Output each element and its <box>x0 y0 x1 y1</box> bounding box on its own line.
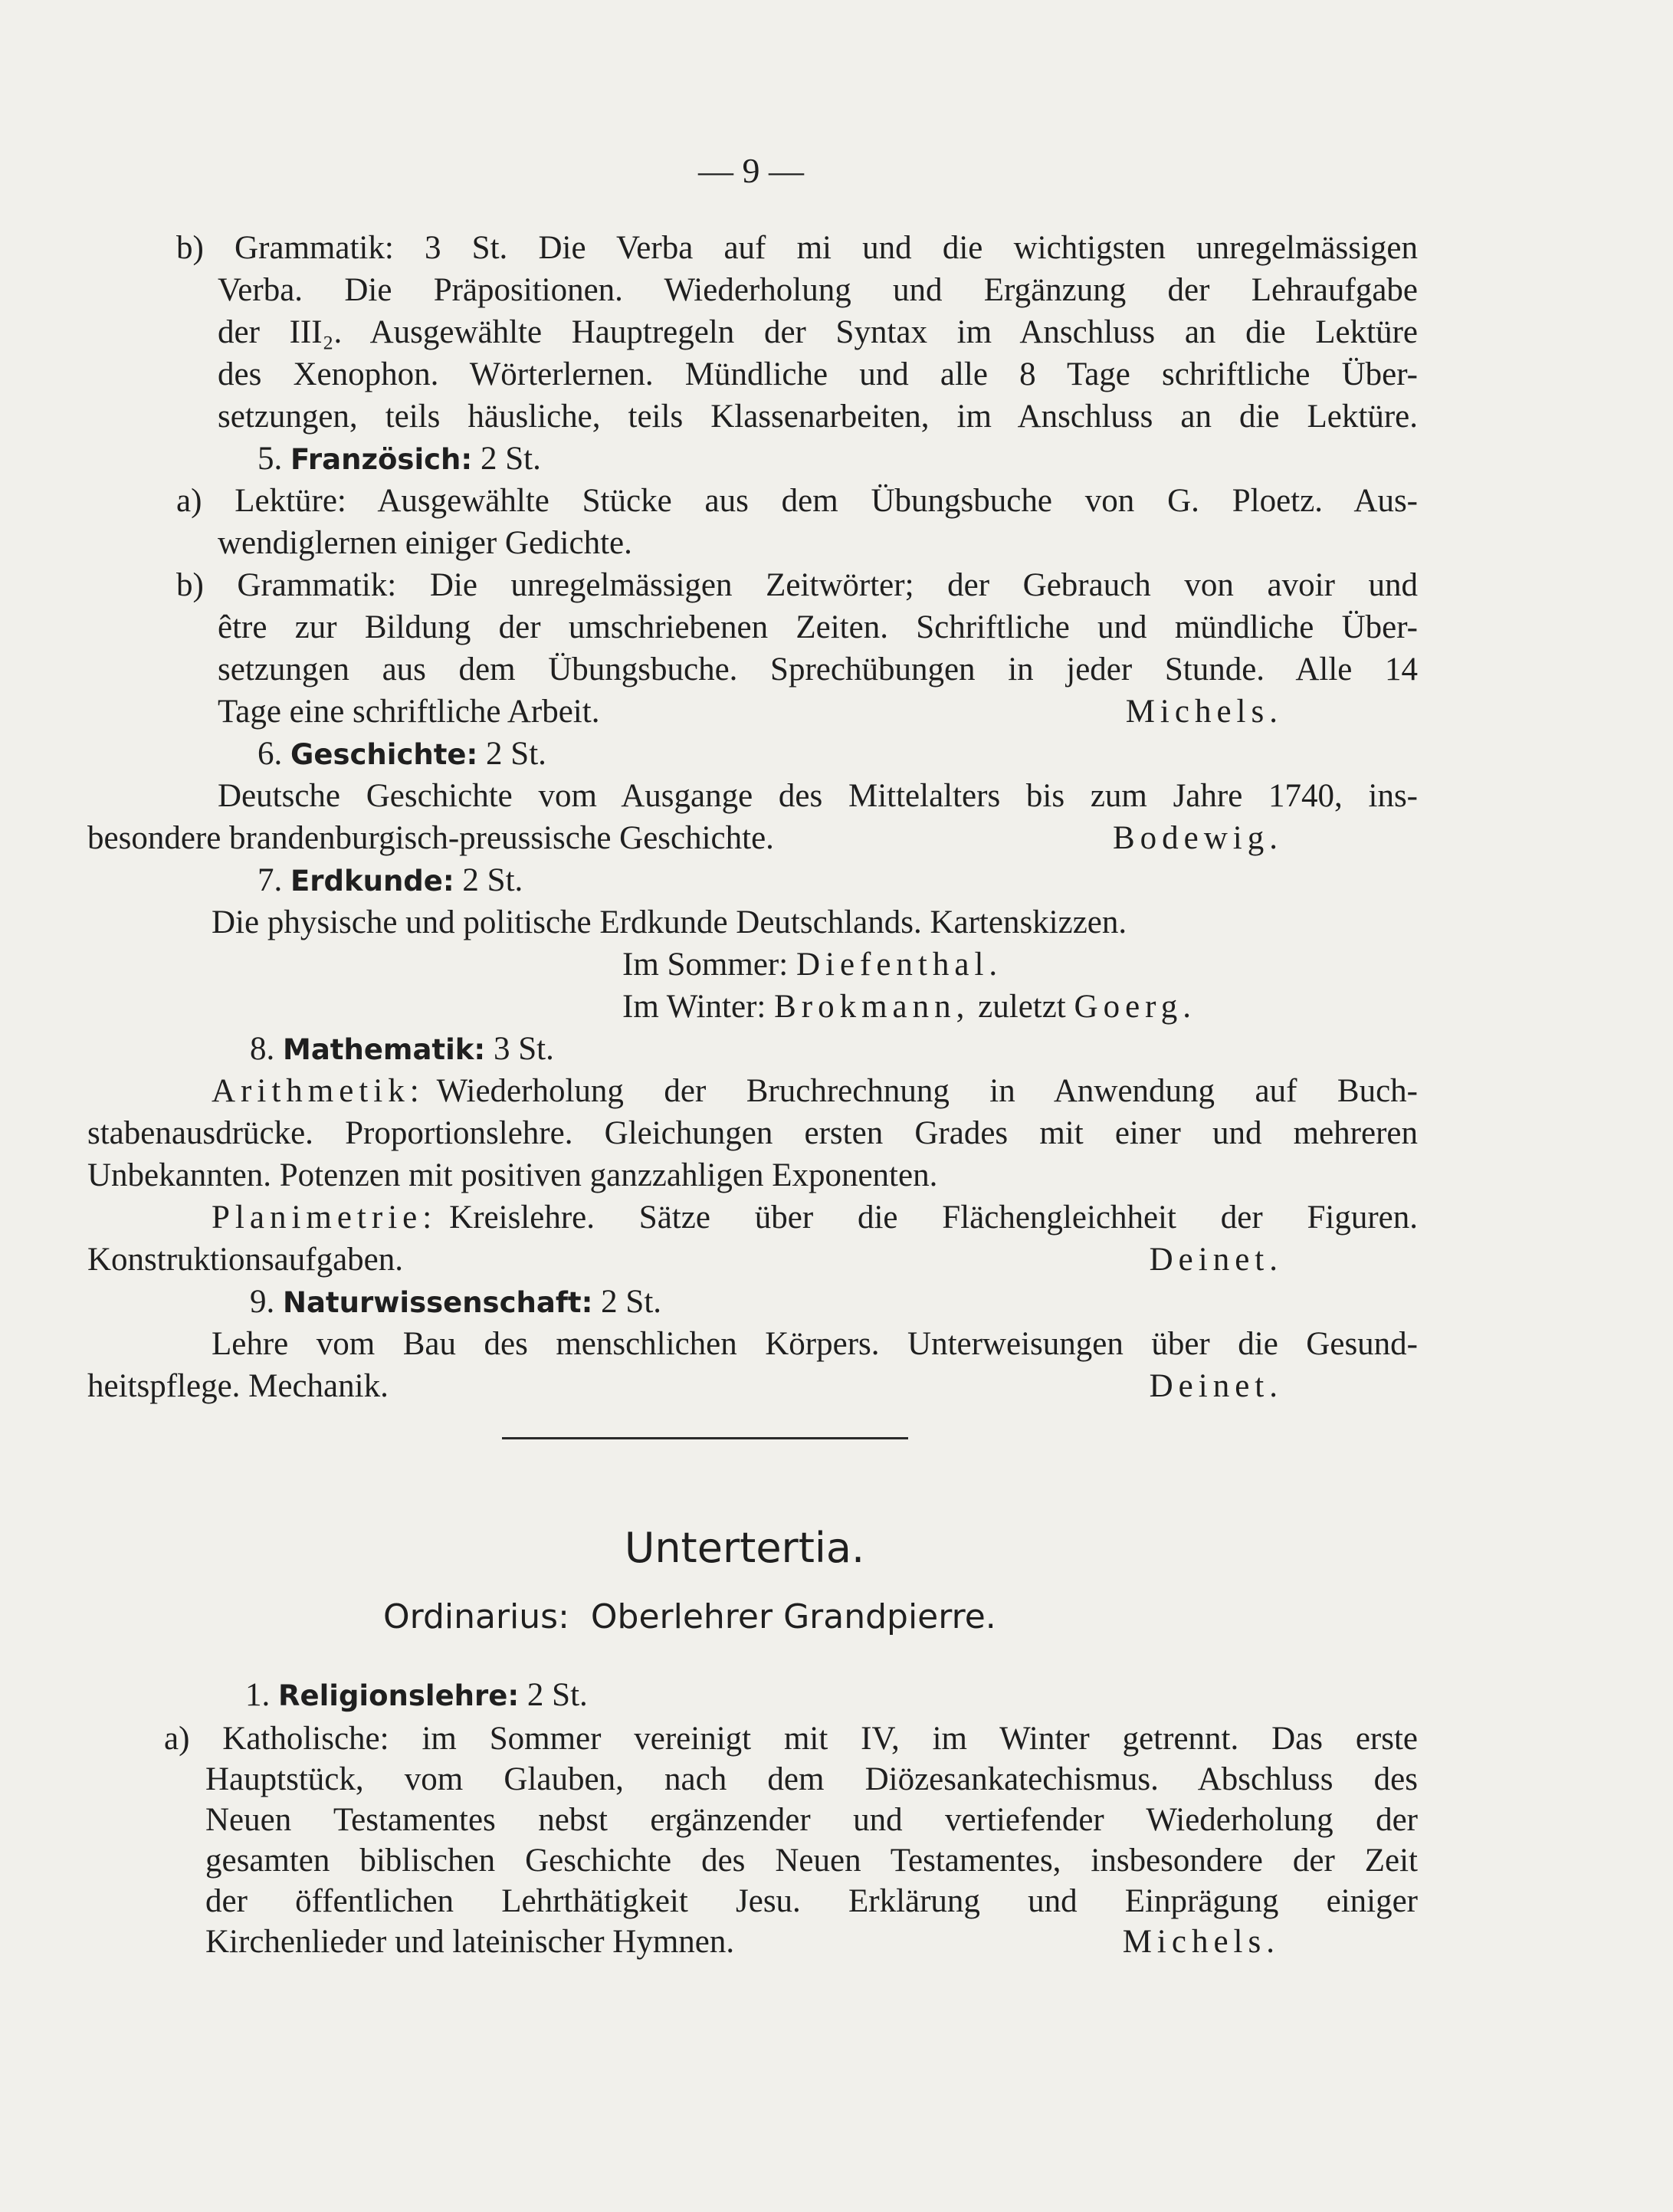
text-line: a) Lektüre: Ausgewählte Stücke aus dem Übungsbuche von G. Ploetz. Aus- <box>176 483 1418 519</box>
page-number: — 9 — <box>698 151 804 190</box>
text-line: besondere brandenburgisch-preussische Geschichte. Bodewig. <box>87 818 1283 859</box>
text-line: setzungen, teils häusliche, teils Klassenarbeiten, im Anschluss an die Lektüre. <box>218 399 1418 435</box>
section-hours: 2 St. <box>527 1677 588 1713</box>
class-heading: Untertertia. <box>624 1524 865 1572</box>
teacher-name: Michels. <box>1122 1924 1280 1960</box>
section-number: 8. <box>250 1031 275 1067</box>
teacher-name: Deinet. <box>1149 1242 1283 1278</box>
section-number: 9. <box>250 1284 275 1320</box>
section-heading-mathematik <box>250 1029 863 1071</box>
text-line: Die physische und politische Erdkunde Deutschlands. Kartenskizzen. <box>212 904 1127 940</box>
section-title: Naturwissenschaft: <box>283 1286 593 1319</box>
teacher-name: Deinet. <box>1149 1368 1283 1404</box>
section-title: Geschichte: <box>290 738 478 771</box>
text-line: Deutsche Geschichte vom Ausgange des Mittelalters bis zum Jahre 1740, ins- <box>218 778 1418 814</box>
section-title: Mathematik: <box>283 1033 486 1066</box>
section-number: 1. <box>245 1677 271 1713</box>
section-hours: 2 St. <box>486 736 546 772</box>
ordinarius-line: Ordinarius: Oberlehrer Grandpierre. <box>383 1597 996 1636</box>
text-line: Planimetrie: Kreislehre. Sätze über die Flächengleichheit der Figuren. <box>212 1200 1418 1236</box>
text-line: Arithmetik: Wiederholung der Bruchrechnung in Anwendung auf Buch- <box>212 1073 1418 1109</box>
text-line: b) Grammatik: 3 St. Die Verba auf mi und die wichtigsten unregelmässigen <box>176 230 1418 266</box>
text-line: b) Grammatik: Die unregelmässigen Zeitwörter; der Gebrauch von avoir und <box>176 567 1418 603</box>
section-hours: 2 St. <box>601 1284 662 1320</box>
section-title: Religionslehre: <box>278 1679 520 1712</box>
text-line: der III₂. Ausgewählte Hauptregeln der Syntax im Anschluss an die Lektüre <box>218 314 1418 350</box>
text-line: gesamten biblischen Geschichte des Neuen Testamentes, insbesondere der Zeit <box>205 1843 1418 1879</box>
text-line: heitspflege. Mechanik. Deinet. <box>87 1366 1283 1407</box>
section-title: Erdkunde: <box>290 865 454 898</box>
text-line: a) Katholische: im Sommer vereinigt mit IV, im Winter getrennt. Das erste <box>164 1721 1418 1757</box>
section-number: 6. <box>258 736 283 772</box>
divider <box>502 1437 908 1439</box>
section-title: Französich: <box>290 443 473 476</box>
teacher-name: Michels. <box>1125 694 1283 730</box>
ordinarius-name: Oberlehrer Grandpierre. <box>590 1597 996 1636</box>
section-hours: 2 St. <box>480 441 541 477</box>
teacher-name: Goerg. <box>1074 989 1196 1025</box>
section-hours: 3 St. <box>493 1031 554 1067</box>
section-hours: 2 St. <box>462 862 523 898</box>
section-heading-geschichte <box>258 734 871 776</box>
text-line: Im Winter: Brokmann, zuletzt Goerg. <box>622 989 1196 1025</box>
section-number: 5. <box>258 441 283 477</box>
teacher-name: Bodewig. <box>1112 820 1283 856</box>
text-line: Unbekannten. Potenzen mit positiven ganzzahligen Exponenten. <box>87 1157 938 1193</box>
section-heading-franzoesisch <box>258 438 871 481</box>
text-line: Tage eine schriftliche Arbeit. Michels. <box>218 691 1283 733</box>
text-line: stabenausdrücke. Proportionslehre. Gleichungen ersten Grades mit einer und mehreren <box>87 1115 1418 1151</box>
text-line: Kirchenlieder und lateinischer Hymnen. Michels. <box>205 1922 1280 1963</box>
section-heading-religion <box>245 1675 858 1717</box>
section-heading-erdkunde <box>258 860 871 902</box>
text-line: Im Sommer: Diefenthal. <box>622 947 1003 983</box>
text-line: Hauptstück, vom Glauben, nach dem Diözesankatechismus. Abschluss des <box>205 1761 1418 1797</box>
text-line: être zur Bildung der umschriebenen Zeiten. Schriftliche und mündliche Über- <box>218 609 1418 645</box>
text-line: Verba. Die Präpositionen. Wiederholung und Ergänzung der Lehraufgabe <box>218 272 1418 308</box>
text-line: Neuen Testamentes nebst ergänzender und vertiefender Wiederholung der <box>205 1802 1418 1838</box>
text-line: des Xenophon. Wörterlernen. Mündliche und alle 8 Tage schriftliche Über- <box>218 356 1418 392</box>
text-line: der öffentlichen Lehrthätigkeit Jesu. Erklärung und Einprägung einiger <box>205 1883 1418 1919</box>
text-line: wendiglernen einiger Gedichte. <box>218 525 632 561</box>
section-heading-naturwissenschaft <box>250 1282 940 1324</box>
teacher-name: Diefenthal. <box>795 947 1003 983</box>
text-line: setzungen aus dem Übungsbuche. Sprechübungen in jeder Stunde. Alle 14 <box>218 651 1418 688</box>
text-line: Konstruktionsaufgaben. Deinet. <box>87 1239 1283 1281</box>
section-number: 7. <box>258 862 283 898</box>
teacher-name: Brokmann, <box>774 989 970 1025</box>
text-line: Lehre vom Bau des menschlichen Körpers. Unterweisungen über die Gesund- <box>212 1326 1418 1362</box>
